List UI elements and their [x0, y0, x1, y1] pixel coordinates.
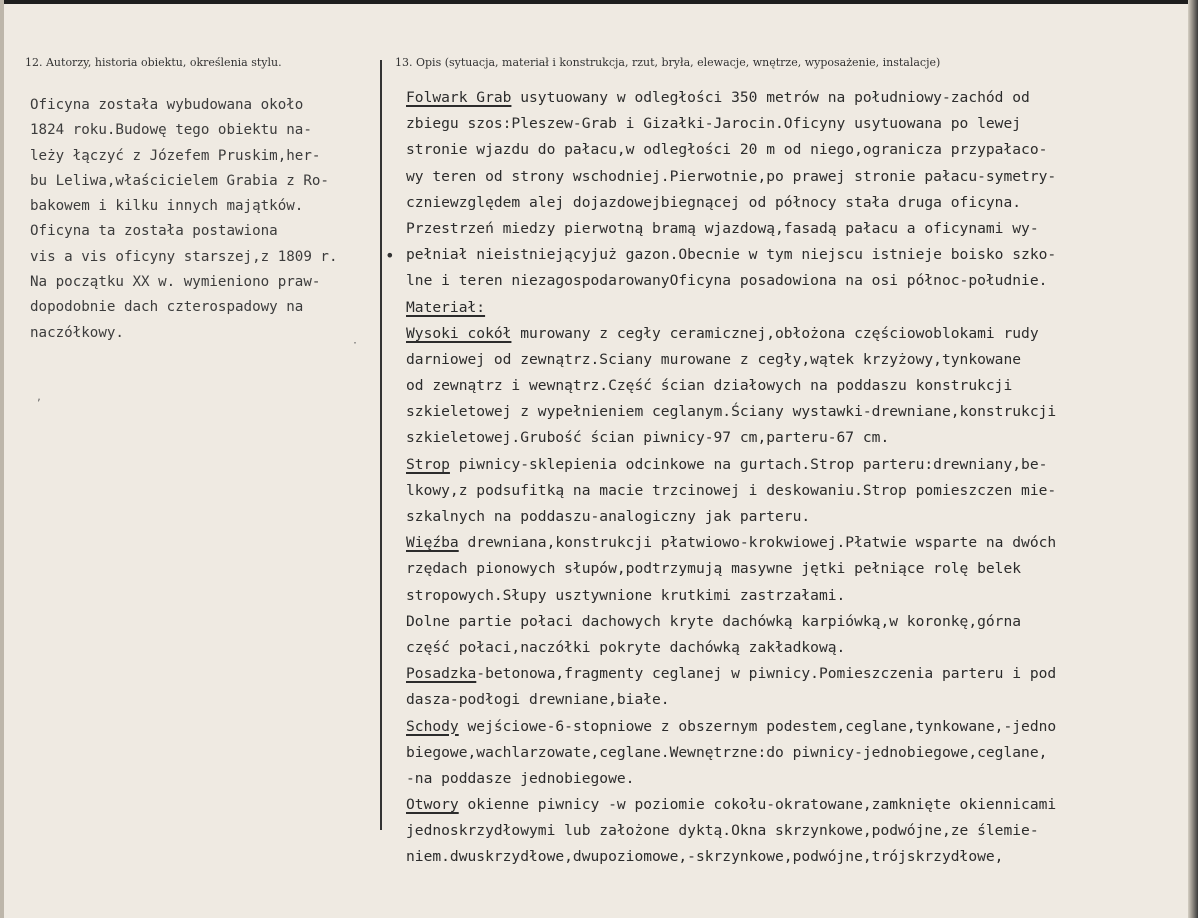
line-text: -na poddasze jednobiegowe. — [406, 769, 635, 787]
description-text-line — [406, 687, 1056, 713]
description-text-line — [406, 766, 1056, 792]
description-text-line — [406, 740, 1056, 766]
history-text-line: bakowem i kilku innych majątków. — [30, 198, 304, 215]
description-text-line — [406, 818, 1056, 844]
underlined-keyword: Folwark Grab — [406, 89, 512, 106]
line-text: Przestrzeń miedzy pierwotną bramą wjazdową,fasadą pałacu a oficynami wy- — [406, 219, 1039, 237]
description-text-line — [406, 530, 1056, 556]
scan-right-edge — [1188, 0, 1198, 918]
line-text: -betonowa,fragmenty ceglanej w piwnicy.Pomieszczenia parteru i pod — [476, 665, 1057, 683]
description-text-line — [406, 242, 1056, 268]
line-text: rzędach pionowych słupów,podtrzymują masywne jętki pełniące rolę belek — [406, 560, 1022, 578]
line-text: wy teren od strony wschodniej.Pierwotnie,po prawej stronie pałacu-symetry- — [406, 167, 1057, 185]
scan-left-edge — [0, 0, 4, 918]
line-text: część połaci,naczółki pokryte dachówką zakładkową. — [406, 638, 846, 656]
line-text: pełniał nieistniejącyjuż gazon.Obecnie w tym niejscu istnieje boisko szko- — [406, 246, 1057, 264]
description-text-line — [406, 111, 1056, 137]
description-text-line — [406, 85, 1056, 111]
description-text-line — [406, 373, 1056, 399]
description-text-line — [406, 478, 1056, 504]
description-text-line — [406, 609, 1056, 635]
history-text-line: Na początku XX w. wymieniono praw- — [30, 274, 321, 291]
line-text: stropowych.Słupy usztywnione krutkimi zastrzałami. — [406, 586, 846, 604]
stray-mark: , — [36, 392, 43, 403]
line-text: lkowy,z podsufitką na macie trzcinowej i deskowaniu.Strop pomieszczen mie- — [406, 481, 1057, 499]
line-text: lne i teren niezagospodarowanyOficyna posadowiona na osi północ-południe. — [406, 272, 1048, 290]
line-text: czniewzględem alej dojazdowejbiegnącej od północy stała druga oficyna. — [406, 193, 1022, 211]
history-text-column — [30, 93, 338, 346]
line-text: darniowej od zewnątrz.Sciany murowane z cegły,wątek krzyżowy,tynkowane — [406, 350, 1022, 368]
line-text: szkieletowej z wypełnieniem ceglanym.Ściany wystawki-drewniane,konstrukcji — [406, 403, 1057, 421]
section-13-header: 13. Opis (sytuacja, materiał i konstrukcja, rzut, bryła, elewacje, wnętrze, wyposażenie, instalacje) — [395, 56, 941, 69]
line-text: stronie wjazdu do pałacu,w odległości 20 m od niego,ogranicza przypałaco- — [406, 141, 1048, 159]
underlined-keyword: Otwory — [406, 796, 459, 814]
line-text: drewniana,konstrukcji płatwiowo-krokwiowej.Płatwie wsparte na dwóch — [458, 534, 1057, 552]
history-text-line: bu Leliwa,właścicielem Grabia z Ro- — [30, 172, 329, 189]
history-text-line: 1824 roku.Budowę tego obiektu na- — [30, 122, 312, 139]
description-text-line — [406, 583, 1056, 609]
section-12-header: 12. Autorzy, historia obiektu, określenia stylu. — [25, 56, 282, 69]
history-text-line: Oficyna ta została postawiona — [30, 223, 278, 240]
description-text-line — [406, 295, 1056, 321]
description-text-line — [406, 190, 1056, 216]
underlined-keyword: Posadzka — [406, 665, 477, 683]
description-text-line — [406, 556, 1056, 582]
line-text: niem.dwuskrzydłowe,dwupoziomowe,-skrzynkowe,podwójne,trójskrzydłowe, — [406, 848, 1004, 866]
description-text-line — [406, 399, 1056, 425]
underlined-keyword: Więźba — [406, 534, 459, 552]
description-text-line — [406, 844, 1056, 870]
description-text-line — [406, 347, 1056, 373]
line-text: piwnicy-sklepienia odcinkowe na gurtach.Strop parteru:drewniany,be- — [449, 455, 1048, 473]
description-text-line — [406, 792, 1056, 818]
description-text-line — [406, 714, 1056, 740]
description-text-line — [406, 635, 1056, 661]
scan-top-edge — [0, 0, 1198, 4]
line-text: okienne piwnicy -w poziomie cokołu-okratowane,zamknięte okiennicami — [458, 796, 1057, 814]
description-text-line — [406, 137, 1056, 163]
description-text-line — [406, 216, 1056, 242]
history-text-line: naczółkowy. — [30, 324, 124, 341]
line-text: usytuowany w odległości 350 metrów na południowy-zachód od — [511, 89, 1030, 106]
history-text-line: Oficyna została wybudowana około — [30, 97, 304, 113]
description-text-line — [406, 164, 1056, 190]
description-text-line — [406, 661, 1056, 687]
description-text-line — [406, 321, 1056, 347]
line-text: od zewnątrz i wewnątrz.Część ścian działowych na poddaszu konstrukcji — [406, 377, 1013, 395]
description-text-line — [406, 268, 1056, 294]
underlined-keyword: Wysoki cokół — [406, 324, 512, 342]
underlined-keyword: Schody — [406, 717, 459, 735]
history-text-line: dopodobnie dach czterospadowy na — [30, 299, 304, 316]
line-text: szkieletowej.Grubość ścian piwnicy-97 cm,parteru-67 cm. — [406, 429, 890, 447]
line-text: Dolne partie połaci dachowych kryte dachówką karpiówką,w koronkę,górna — [406, 612, 1022, 630]
line-text: murowany z cegły ceramicznej,obłożona częściowoblokami rudy — [511, 324, 1039, 342]
description-text-line — [406, 425, 1056, 451]
line-text: jednoskrzydłowymi lub założone dyktą.Okna skrzynkowe,podwójne,ze ślemie- — [406, 822, 1039, 840]
description-text-line — [406, 504, 1056, 530]
history-text-line: leży łączyć z Józefem Pruskim,her- — [30, 147, 321, 164]
line-text: wejściowe-6-stopniowe z obszernym podestem,ceglane,tynkowane,-jedno — [458, 717, 1057, 735]
line-text: szkalnych na poddaszu-analogiczny jak parteru. — [406, 508, 811, 525]
line-text: dasza-podłogi drewniane,białe. — [406, 691, 670, 709]
column-divider — [380, 60, 382, 830]
description-text-column — [406, 85, 1056, 871]
underlined-keyword: Materiał: — [406, 298, 486, 316]
history-text-line: vis a vis oficyny starszej,z 1809 r. — [30, 248, 338, 265]
line-text: biegowe,wachlarzowate,ceglane.Wewnętrzne:do piwnicy-jednobiegowe,ceglane, — [406, 743, 1048, 761]
stray-dot: • — [385, 246, 395, 265]
line-text: zbiegu szos:Pleszew-Grab i Gizałki-Jarocin.Oficyny usytuowana po lewej — [406, 115, 1022, 133]
description-text-line — [406, 452, 1056, 478]
stray-mark: · — [352, 338, 359, 349]
underlined-keyword: Strop — [406, 455, 450, 473]
